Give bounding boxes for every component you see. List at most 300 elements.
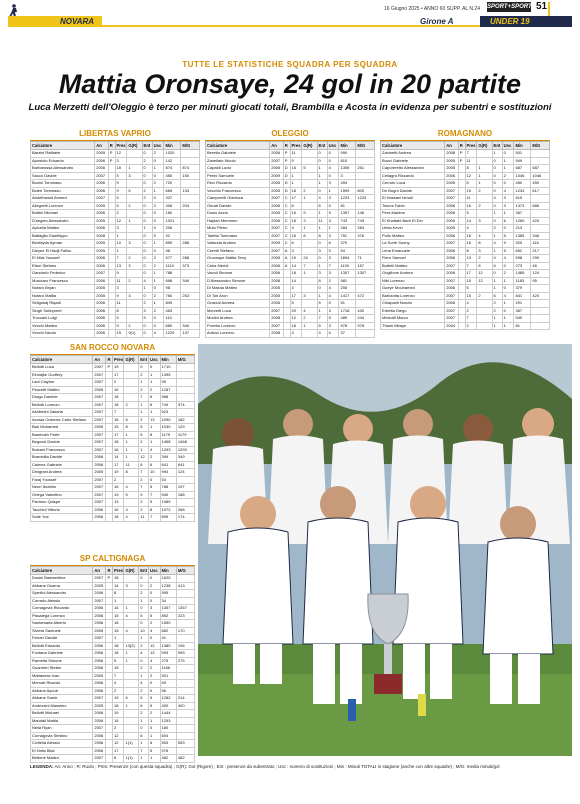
player-name-cell: Faraj Youssef [31, 476, 93, 484]
stat-cell: 18 [113, 620, 124, 628]
table-row [31, 732, 195, 740]
stat-cell: 7 [149, 514, 160, 522]
stat-cell: 11 [115, 277, 127, 285]
table-row [31, 172, 200, 180]
stat-cell: 12 [477, 277, 492, 285]
stat-cell: P [106, 575, 113, 583]
stat-cell: 46 [531, 262, 550, 270]
table-row [31, 247, 200, 255]
table-row [31, 642, 195, 650]
table-row [31, 371, 195, 379]
player-name-cell: El Khattabi Badr El Din [381, 217, 445, 225]
stat-cell: 2004 [445, 322, 459, 330]
stat-cell: 2006 [93, 710, 106, 718]
stat-cell: 0 [327, 172, 339, 180]
stat-cell: 14 [290, 262, 302, 270]
stat-cell: 2 [465, 322, 477, 330]
stat-cell: 3 [115, 285, 127, 293]
player-name-cell: Civitella Alessio [31, 740, 93, 748]
table-row [206, 255, 375, 263]
column-header: G(R) [302, 142, 317, 150]
player-name-cell: Ceretti Stefano [206, 247, 270, 255]
stat-cell: 595 [160, 590, 176, 598]
stat-cell: 494 [339, 180, 356, 188]
stat-cell [356, 285, 375, 293]
stat-cell: 4 [113, 680, 124, 688]
stat-cell: 2007 [445, 307, 459, 315]
stat-cell [302, 172, 317, 180]
stat-cell [176, 747, 194, 755]
stat-cell: 0 [502, 180, 514, 188]
stat-cell: 2005 [93, 386, 106, 394]
stat-cell: 1 [149, 732, 160, 740]
table-row [31, 710, 195, 718]
stat-cell: 2 [492, 300, 502, 308]
stat-cell [127, 150, 142, 158]
stat-cell: 2007 [93, 491, 106, 499]
stat-cell: 810 [339, 157, 356, 165]
stat-cell [176, 575, 194, 583]
stat-cell: 501 [514, 150, 531, 158]
stat-cell: 8 [465, 247, 477, 255]
stat-cell: 18 [113, 642, 124, 650]
stat-cell: 0 [492, 202, 502, 210]
page-number: 51 [536, 1, 548, 12]
stat-cell: 34 [160, 597, 176, 605]
stat-cell: 2009 [270, 172, 284, 180]
stats-table [30, 141, 200, 338]
stat-cell [124, 687, 139, 695]
stat-cell: 11 [115, 300, 127, 308]
stat-cell: 6 [290, 202, 302, 210]
stat-cell: 56 [160, 687, 176, 695]
player-name-cell: Di Tori Aron [206, 292, 270, 300]
section-label: NOVARA [60, 17, 95, 26]
stat-cell: 2 [152, 262, 164, 270]
stat-cell: 0 [502, 285, 514, 293]
stat-cell: 0 [142, 322, 152, 330]
stat-cell: 1550 [160, 620, 176, 628]
stat-cell [176, 635, 194, 643]
player-name-cell: Dosio Azzio [206, 210, 270, 218]
player-name-cell: Vecchi Nicolo [31, 330, 95, 338]
player-name-cell: Solie Yoe [31, 514, 93, 522]
stat-cell: 9 [115, 292, 127, 300]
stat-cell [356, 300, 375, 308]
player-name-cell: Notaro Bryan [31, 285, 95, 293]
table-row [206, 232, 375, 240]
player-name-cell: Dinigrani Andrea [31, 469, 93, 477]
stat-cell: 2006 [93, 740, 106, 748]
stat-cell: 2007 [93, 371, 106, 379]
stat-cell: 2007 [93, 725, 106, 733]
stat-cell: 2006 [93, 732, 106, 740]
stat-cell: 5 [502, 232, 514, 240]
stat-cell: 3 [124, 582, 139, 590]
stat-cell: 16 [113, 386, 124, 394]
player-name-cell: Chiapaldi Nunzio [381, 300, 445, 308]
stat-cell: 463 [164, 307, 181, 315]
stat-cell: 2 [139, 590, 149, 598]
stat-cell: 16 [465, 232, 477, 240]
stat-cell: 8 [465, 165, 477, 173]
stat-cell [302, 285, 317, 293]
stat-cell: 15 [113, 424, 124, 432]
stat-cell [356, 172, 375, 180]
player-name-cell: Pissalega Lorenzo [31, 612, 93, 620]
stat-cell: 4 [302, 307, 317, 315]
table-row [381, 195, 550, 203]
stat-cell: 9 [115, 322, 127, 330]
table-row [31, 469, 195, 477]
column-header: Usc [152, 142, 164, 150]
stat-cell: 3 [127, 262, 142, 270]
stat-cell: 4 [290, 285, 302, 293]
stat-cell [176, 499, 194, 507]
player-name-cell: Cellagra Riccardo [381, 172, 445, 180]
stat-cell [124, 672, 139, 680]
stat-cell: 8 [477, 240, 492, 248]
group-label: Girone A [420, 17, 454, 26]
stat-cell [531, 225, 550, 233]
stat-cell: 11 [139, 514, 149, 522]
stat-cell: 652 [514, 247, 531, 255]
stat-cell: 1(1) [124, 755, 139, 763]
stat-cell: 0 [152, 285, 164, 293]
stat-cell: 15 [113, 665, 124, 673]
stat-cell: 3 [115, 225, 127, 233]
stat-cell: 2006 [93, 650, 106, 658]
stat-cell: 2006 [93, 590, 106, 598]
stat-cell: 18 [290, 270, 302, 278]
table-row [206, 240, 375, 248]
stat-cell: 641 [160, 461, 176, 469]
stat-cell [108, 210, 115, 218]
stat-cell [124, 710, 139, 718]
stat-cell: 2 [127, 277, 142, 285]
column-header: R [106, 356, 113, 364]
stat-cell: 1 [124, 702, 139, 710]
table-row [31, 672, 195, 680]
stat-cell [458, 285, 465, 293]
stat-cell: 3 [290, 247, 302, 255]
stat-cell: 157 [356, 262, 375, 270]
stat-cell [124, 364, 139, 372]
stat-cell: 2007 [270, 225, 284, 233]
stat-cell [302, 330, 317, 338]
stat-cell: 2006 [95, 210, 109, 218]
stat-cell: 1718 [339, 307, 356, 315]
table-row [31, 401, 195, 409]
stat-cell [124, 371, 139, 379]
stat-cell: 9 [115, 187, 127, 195]
stat-cell: C [283, 210, 290, 218]
stat-cell: 5 [149, 747, 160, 755]
table-row [381, 262, 550, 270]
stat-cell: 124 [176, 469, 194, 477]
stat-cell: 2 [502, 270, 514, 278]
stat-cell: 3 [327, 217, 339, 225]
stat-cell: 993 [160, 650, 176, 658]
table-row [381, 255, 550, 263]
column-header: Calciatore [31, 142, 95, 150]
stat-cell: 2007 [93, 575, 106, 583]
stat-cell: 2006 [95, 157, 109, 165]
stat-cell: 41 [160, 635, 176, 643]
stat-cell: 170 [176, 627, 194, 635]
stat-cell: 4 [124, 627, 139, 635]
stat-cell [108, 307, 115, 315]
stat-cell: 993 [176, 650, 194, 658]
stat-cell: 286 [181, 240, 200, 248]
player-name-cell: Bartolotta Lorenzo [381, 292, 445, 300]
stat-cell: 1 [115, 247, 127, 255]
stat-cell: 2007 [270, 247, 284, 255]
stat-cell: 4 [124, 506, 139, 514]
stat-cell: 0 [142, 240, 152, 248]
table-row [381, 172, 550, 180]
stat-cell [108, 187, 115, 195]
stat-cell [181, 210, 200, 218]
stat-cell [302, 150, 317, 158]
stat-cell: 98 [164, 285, 181, 293]
table-row [381, 187, 550, 195]
stat-cell: 2005 [95, 247, 109, 255]
player-name-cell: Oronsaye Mattia Terry [206, 255, 270, 263]
stat-cell: 0 [327, 300, 339, 308]
stat-cell: 5 [149, 484, 160, 492]
stat-cell: 8 [124, 469, 139, 477]
stat-cell: 2006 [95, 307, 109, 315]
stat-cell: 223 [176, 612, 194, 620]
stat-cell [356, 150, 375, 158]
stat-cell: 450 [164, 172, 181, 180]
stat-cell: D [283, 180, 290, 188]
stat-cell: P [106, 364, 113, 372]
stat-cell: 1599 [339, 187, 356, 195]
stat-cell: 749 [160, 401, 176, 409]
table-row [31, 717, 195, 725]
player-name-cell: Singh Sukhpreet [31, 307, 95, 315]
stat-cell: 2 [139, 371, 149, 379]
stat-cell: 7 [113, 409, 124, 417]
stat-cell: 1 [317, 172, 327, 180]
column-header: Pres [114, 568, 124, 573]
stat-cell [124, 386, 139, 394]
stat-cell: 1385 [514, 232, 531, 240]
table-row [31, 364, 195, 372]
player-name-cell: Bellotti Michael [31, 710, 93, 718]
stat-cell: 206 [339, 285, 356, 293]
player-name-cell: Tosoni Fabio [381, 202, 445, 210]
table-row [31, 747, 195, 755]
player-name-cell: Apicella Matteo [31, 225, 95, 233]
stat-cell: 1 [502, 165, 514, 173]
table-row [206, 285, 375, 293]
stat-cell: 0 [142, 165, 152, 173]
player-name-cell: Elmidjke Godfrey [31, 371, 93, 379]
stat-cell: 6 [492, 292, 502, 300]
stat-cell: 2006 [445, 270, 459, 278]
stat-cell: 0 [139, 725, 149, 733]
stat-cell: 1100 [339, 262, 356, 270]
player-name-cell: Beretta Gabriele [206, 150, 270, 158]
column-header: G(R) [124, 567, 139, 575]
stat-cell: 1 [152, 240, 164, 248]
player-name-cell: Abbane Samir [31, 695, 93, 703]
table-row [31, 657, 195, 665]
stat-cell [531, 150, 550, 158]
stat-cell: 12 [115, 150, 127, 158]
stat-cell: 2006 [95, 300, 109, 308]
table-row [206, 195, 375, 203]
stat-cell: 2005 [93, 424, 106, 432]
player-name-cell: D'Alessandro Simone [206, 277, 270, 285]
stat-cell: 275 [176, 657, 194, 665]
stat-cell [176, 371, 194, 379]
stat-cell: 1119 [164, 262, 181, 270]
player-name-cell: Valsesia Andrea [206, 240, 270, 248]
stat-cell: 2 [139, 386, 149, 394]
stat-cell [356, 240, 375, 248]
stat-cell [458, 202, 465, 210]
stat-cell: 2006 [93, 665, 106, 673]
stat-cell: 1 [317, 292, 327, 300]
stat-cell: 0 [139, 657, 149, 665]
table-row [31, 695, 195, 703]
stat-cell [181, 150, 200, 158]
player-name-cell: Ramettа Simone [31, 657, 93, 665]
category-label: UNDER 19 [490, 17, 530, 26]
player-name-cell: Ettori Stefano [31, 262, 95, 270]
stat-cell [176, 687, 194, 695]
stat-cell: 2007 [93, 695, 106, 703]
stat-cell: 2006 [445, 255, 459, 263]
table-row [206, 172, 375, 180]
stat-cell: A [283, 262, 290, 270]
table-row [31, 394, 195, 402]
stat-cell: 3 [327, 232, 339, 240]
stat-cell: 2 [142, 187, 152, 195]
stat-cell [108, 270, 115, 278]
stat-cell: 2006 [95, 277, 109, 285]
player-name-cell: El Hassani Ismail [381, 195, 445, 203]
table-row [31, 240, 200, 248]
stat-cell: 4 [149, 657, 160, 665]
stat-cell: 7 [465, 315, 477, 323]
table-row [381, 240, 550, 248]
stat-cell: 0 [317, 255, 327, 263]
stat-cell: 489 [339, 315, 356, 323]
player-name-cell: Spedini Alessandro [31, 590, 93, 598]
stat-cell: 0 [152, 157, 164, 165]
player-name-cell: Antizzi Lorenzo [206, 330, 270, 338]
stat-cell: 214 [176, 695, 194, 703]
stat-cell: 2005 [95, 292, 109, 300]
stat-cell: 2 [327, 277, 339, 285]
stat-cell: 2005 [270, 210, 284, 218]
stat-cell: 217 [531, 247, 550, 255]
stat-cell: 1 [139, 635, 149, 643]
player-name-cell: Nibi Lorenzo [381, 277, 445, 285]
player-name-cell: Ceka Meridi [206, 262, 270, 270]
stat-cell [531, 307, 550, 315]
stat-cell [124, 597, 139, 605]
column-header: Calciatore [31, 567, 93, 575]
table-row [206, 330, 375, 338]
stat-cell: 2 [152, 307, 164, 315]
stat-cell: 13 [149, 650, 160, 658]
player-name-cell: Pollo Matteo [381, 232, 445, 240]
stat-cell: 0 [502, 225, 514, 233]
stat-cell: P [283, 157, 290, 165]
stat-cell: 9 [502, 240, 514, 248]
stat-cell: 1 [149, 439, 160, 447]
stat-cell: 5 [327, 315, 339, 323]
stat-cell: 1 [502, 277, 514, 285]
table-row [206, 315, 375, 323]
table-row [31, 409, 195, 417]
stat-cell: 3 [477, 217, 492, 225]
stat-cell: 4 [124, 484, 139, 492]
table-row [381, 322, 550, 330]
stat-cell: 0 [139, 605, 149, 613]
stat-cell [127, 225, 142, 233]
table-header-row [31, 567, 195, 575]
table-row [31, 270, 200, 278]
stat-cell [477, 285, 492, 293]
stat-cell: 2007 [445, 315, 459, 323]
brand-logo: SPORT+SPORT [487, 4, 532, 10]
player-name-cell: Nella Ryan [31, 725, 93, 733]
stat-cell [124, 379, 139, 387]
stat-cell: 2005 [93, 469, 106, 477]
stat-cell: P [458, 150, 465, 158]
stat-cell: 1 [302, 270, 317, 278]
stat-cell: 1357 [176, 605, 194, 613]
stat-cell: 37 [339, 330, 356, 338]
stat-cell: 7 [465, 150, 477, 158]
stat-cell [283, 277, 290, 285]
stat-cell: 124 [531, 270, 550, 278]
stat-cell: 244 [356, 315, 375, 323]
stat-cell [531, 195, 550, 203]
stat-cell: 695 [160, 514, 176, 522]
column-header: G(R) [477, 142, 492, 150]
player-name-cell: Caporeretto Alessandro [381, 165, 445, 173]
player-name-cell: Buzzi Gabriele [381, 157, 445, 165]
team-title: SP CALTIGNAGA [30, 553, 195, 566]
stat-cell: 16 [290, 165, 302, 173]
stat-cell: 1223 [339, 195, 356, 203]
table-row [381, 307, 550, 315]
stat-cell: 400 [160, 702, 176, 710]
stat-cell: 994 [160, 469, 176, 477]
stat-cell: 859 [164, 240, 181, 248]
stat-cell: 6 [290, 240, 302, 248]
stat-cell: 2007 [93, 597, 106, 605]
stat-cell: 0 [142, 247, 152, 255]
stat-cell: 0 [139, 620, 149, 628]
stat-cell [124, 590, 139, 598]
stat-cell: 2 [149, 672, 160, 680]
stat-cell [356, 157, 375, 165]
stat-cell: 10 [149, 469, 160, 477]
column-header: Usc [502, 142, 514, 150]
stat-cell: 581 [339, 277, 356, 285]
stat-cell: 1293 [160, 446, 176, 454]
stat-cell: 8 [317, 232, 327, 240]
